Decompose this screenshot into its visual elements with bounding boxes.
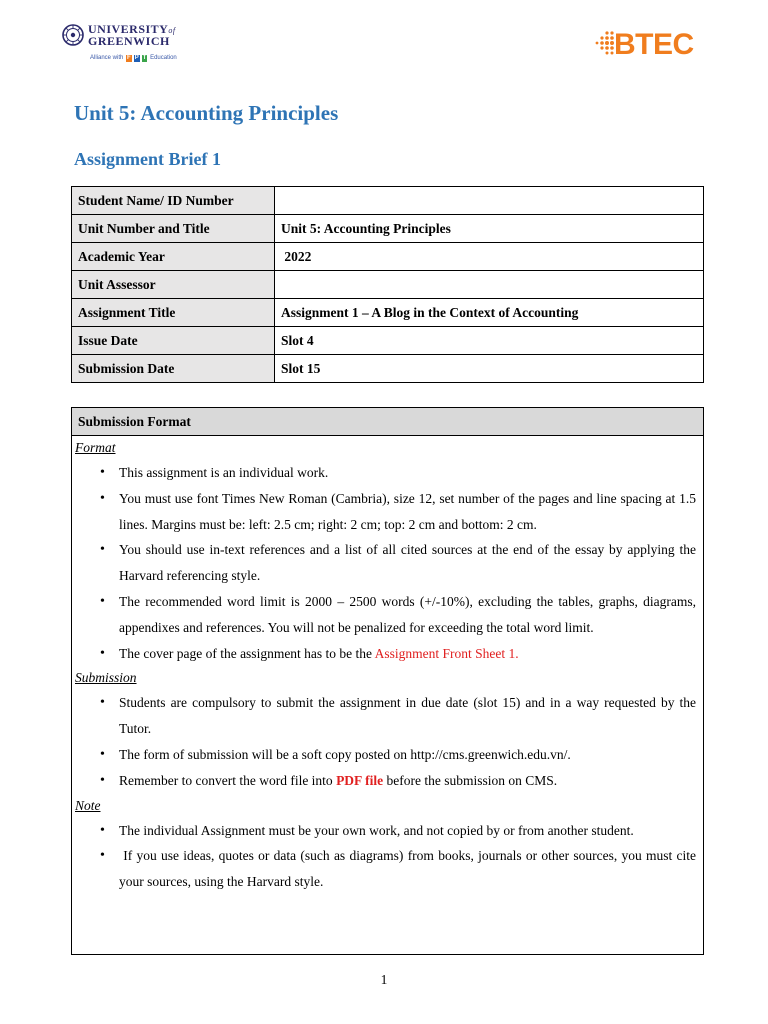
table-row — [72, 355, 704, 383]
table-row — [72, 327, 704, 355]
row-value: Unit 5: Accounting Principles — [275, 215, 704, 243]
submission-format-box — [71, 407, 704, 955]
table-row — [72, 271, 704, 299]
row-label: Assignment Title — [72, 299, 275, 327]
university-of-greenwich-logo — [62, 22, 192, 68]
row-value: Assignment 1 – A Blog in the Context of Accounting — [275, 299, 704, 327]
list-item: • The form of submission will be a soft copy posted on http://cms.greenwich.edu.vn/. — [72, 742, 703, 768]
note-subheading: Note — [75, 797, 101, 813]
list-item: • If you use ideas, quotes or data (such as diagrams) from books, journals or other sources, you must cite your sources, using the Harvard style. — [72, 843, 703, 895]
list-item: • Remember to convert the word file into PDF file before the submission on CMS. — [72, 768, 703, 794]
front-sheet-reference: Assignment Front Sheet 1 — [374, 645, 516, 661]
unit-title: Unit 5: Accounting Principles — [74, 101, 339, 125]
table-row — [72, 187, 704, 215]
list-item: • The recommended word limit is 2000 – 2500 words (+/-10%), excluding the tables, graphs, diagrams, appendixes and references. You will not be penalized for exceeding the total word limit. — [72, 589, 703, 641]
btec-logo-text: BTEC — [614, 28, 694, 61]
fpt-letter-f: F — [127, 55, 131, 61]
row-label: Academic Year — [72, 243, 275, 271]
submission-format-heading: Submission Format — [72, 408, 703, 436]
row-label: Student Name/ ID Number — [72, 187, 275, 215]
page-number: 1 — [380, 972, 388, 987]
row-value: Slot 4 — [275, 327, 704, 355]
row-label: Submission Date — [72, 355, 275, 383]
note-bullet-list — [72, 818, 703, 895]
list-item: • Students are compulsory to submit the assignment in due date (slot 15) and in a way requested by the Tutor. — [72, 690, 703, 742]
assignment-info-table — [71, 186, 704, 383]
submission-subheading: Submission — [75, 670, 137, 686]
list-item: • The individual Assignment must be your own work, and not copied by or from another student. — [72, 818, 703, 844]
row-label: Issue Date — [72, 327, 275, 355]
table-row — [72, 215, 704, 243]
pdf-file-highlight: PDF file — [336, 772, 384, 788]
list-item: • This assignment is an individual work. — [72, 460, 703, 486]
row-value — [275, 187, 704, 215]
row-label: Unit Number and Title — [72, 215, 275, 243]
uog-logo-line2: GREENWICH — [88, 34, 170, 48]
table-row — [72, 243, 704, 271]
university-seal-icon — [62, 24, 84, 46]
row-value: 2022 — [275, 243, 704, 271]
table-row — [72, 299, 704, 327]
assignment-brief-title: Assignment Brief 1 — [74, 149, 221, 169]
row-value: Slot 15 — [275, 355, 704, 383]
list-item: • You must use font Times New Roman (Cambria), size 12, set number of the pages and line spacing at 1.5 lines. Margins must be: left: 2.5 cm; right: 2 cm; top: 2 cm and bottom: 2 cm. — [72, 486, 703, 538]
btec-logo — [594, 27, 709, 63]
alliance-tagline: Alliance with F P T Education — [90, 55, 177, 61]
submission-bullet-list — [72, 690, 703, 793]
format-bullet-list — [72, 460, 703, 666]
format-subheading: Format — [75, 440, 116, 455]
list-item: • The cover page of the assignment has to be the Assignment Front Sheet 1. — [72, 641, 703, 667]
row-value — [275, 271, 704, 299]
row-label: Unit Assessor — [72, 271, 275, 299]
uog-logo-line1: UNIVERSITYof — [88, 22, 176, 36]
fpt-letter-p: P — [134, 55, 139, 61]
fpt-letter-t: T — [142, 55, 147, 61]
list-item: • You should use in-text references and a list of all cited sources at the end of the essay by applying the Harvard referencing style. — [72, 537, 703, 589]
